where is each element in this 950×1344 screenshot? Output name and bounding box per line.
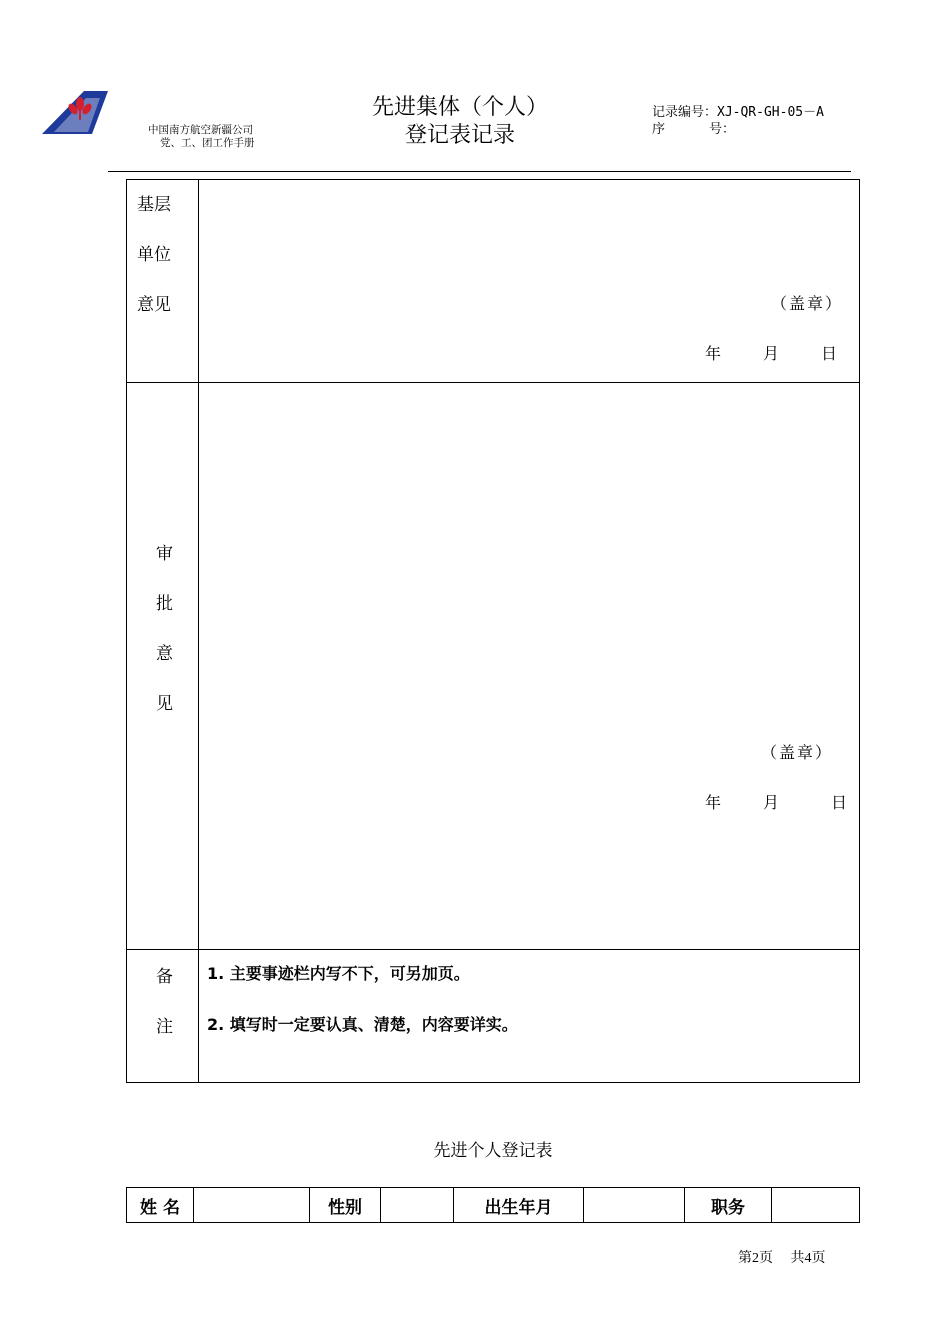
- page-footer: [738, 1247, 826, 1267]
- grassroots-day: 日: [821, 344, 838, 363]
- remarks-label-1: 备: [156, 967, 173, 987]
- position-field[interactable]: [772, 1188, 860, 1223]
- approval-opinion-field[interactable]: [199, 383, 860, 950]
- approval-label-2: 批: [156, 594, 173, 614]
- approval-opinion-label-cell: [127, 383, 199, 950]
- seq-value: 号：: [709, 122, 736, 137]
- record-info: [652, 104, 824, 138]
- header-divider: [108, 171, 851, 172]
- name-label: 姓 名: [127, 1188, 194, 1223]
- title-line-2: 登记表记录: [404, 123, 515, 148]
- individual-info-table: [126, 1187, 860, 1223]
- individual-info-row: [127, 1188, 860, 1223]
- remarks-content-cell: [199, 950, 860, 1083]
- company-name: [148, 124, 255, 150]
- company-line-1: 中国南方航空新疆公司: [148, 124, 253, 136]
- company-line-2: 党、工、团工作手册: [160, 137, 255, 149]
- company-logo: [42, 88, 112, 138]
- remarks-label-cell: [127, 950, 199, 1083]
- individual-form-title: 先进个人登记表: [433, 1141, 553, 1161]
- page-number: 第2页: [738, 1251, 773, 1266]
- grassroots-label-3: 意见: [137, 295, 171, 315]
- remark-note-1: 1. 主要事迹栏内写不下，可另加页。: [207, 964, 470, 983]
- grassroots-year: 年: [705, 344, 722, 363]
- grassroots-label-1: 基层: [137, 195, 171, 215]
- grassroots-opinion-label-cell: [127, 180, 199, 383]
- birth-date-field[interactable]: [584, 1188, 685, 1223]
- approval-date: [705, 790, 847, 813]
- approval-year: 年: [705, 793, 722, 812]
- grassroots-seal-label: （盖章）: [770, 294, 843, 313]
- approval-seal-label: （盖章）: [760, 743, 833, 762]
- birth-date-label: 出生年月: [454, 1188, 584, 1223]
- grassroots-month: 月: [763, 344, 780, 363]
- grassroots-label-2: 单位: [137, 245, 171, 265]
- remarks-row: [127, 950, 860, 1083]
- approval-opinion-row: [127, 383, 860, 950]
- document-title: [300, 94, 620, 150]
- approval-label-4: 见: [156, 694, 173, 714]
- remarks-label-2: 注: [156, 1017, 173, 1037]
- record-number: 记录编号：XJ-QR-GH-05－A: [652, 105, 824, 120]
- gender-field[interactable]: [381, 1188, 454, 1223]
- page-total: 共4页: [790, 1251, 826, 1266]
- title-line-1: 先进集体（个人）: [371, 95, 548, 120]
- remark-note-2: 2. 填写时一定要认真、清楚，内容要详实。: [207, 1015, 518, 1034]
- grassroots-date: [705, 341, 837, 364]
- sequence-number: [652, 121, 824, 138]
- approval-day: 日: [831, 793, 848, 812]
- registration-form-table: [126, 179, 860, 1083]
- seq-label: 序: [652, 122, 666, 137]
- gender-label: 性别: [310, 1188, 381, 1223]
- grassroots-opinion-row: [127, 180, 860, 383]
- approval-label-1: 审: [156, 544, 173, 564]
- approval-month: 月: [763, 793, 780, 812]
- approval-label-3: 意: [156, 644, 173, 664]
- position-label: 职务: [685, 1188, 772, 1223]
- grassroots-opinion-field[interactable]: [199, 180, 860, 383]
- name-field[interactable]: [194, 1188, 310, 1223]
